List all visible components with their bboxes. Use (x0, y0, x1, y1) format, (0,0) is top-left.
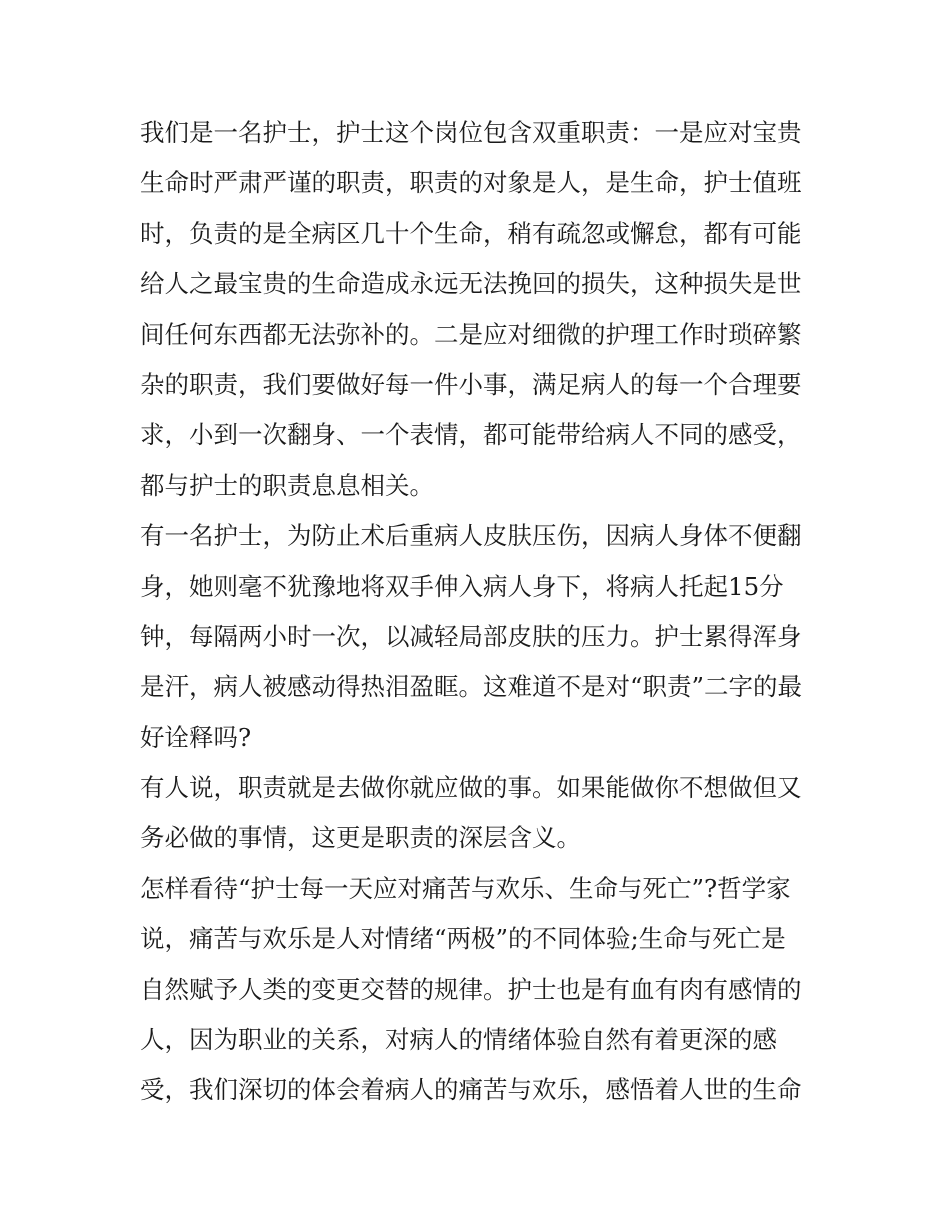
text-line: 说，痛苦与欢乐是人对情绪“两极”的不同体验;生命与死亡是 (140, 924, 786, 954)
text-line: 有一名护士，为防止术后重病人皮肤压伤，因病人身体不便翻 (140, 521, 802, 551)
text-line: 务必做的事情，这更是职责的深层含义。 (140, 823, 581, 853)
text-line: 身，她则毫不犹豫地将双手伸入病人身下，将病人托起15分 (140, 571, 784, 601)
text-line: 求，小到一次翻身、一个表情，都可能带给病人不同的感受， (140, 420, 802, 450)
text-line: 有人说，职责就是去做你就应做的事。如果能做你不想做但又 (140, 773, 802, 803)
text-line: 自然赋予人类的变更交替的规律。护士也是有血有肉有感情的 (140, 974, 802, 1004)
text-line: 钟，每隔两小时一次，以减轻局部皮肤的压力。护士累得浑身 (140, 621, 802, 651)
text-line: 我们是一名护士，护士这个岗位包含双重职责：一是应对宝贵 (140, 118, 802, 147)
text-line: 都与护士的职责息息相关。 (140, 470, 434, 500)
text-line: 好诠释吗? (140, 722, 252, 752)
text-line: 杂的职责，我们要做好每一件小事，满足病人的每一个合理要 (140, 369, 802, 399)
text-line: 生命时严肃严谨的职责，职责的对象是人，是生命，护士值班 (140, 168, 802, 198)
text-line: 给人之最宝贵的生命造成永远无法挽回的损失，这种损失是世 (140, 269, 802, 299)
text-line: 受，我们深切的体会着病人的痛苦与欢乐，感悟着人世的生命 (140, 1075, 802, 1105)
body-text (140, 108, 830, 1116)
text-line: 时，负责的是全病区几十个生命，稍有疏忽或懈怠，都有可能 (140, 218, 802, 248)
text-line: 间任何东西都无法弥补的。二是应对细微的护理工作时琐碎繁 (140, 319, 802, 349)
text-line: 是汗，病人被感动得热泪盈眶。这难道不是对“职责”二字的最 (140, 672, 803, 702)
text-line: 怎样看待“护士每一天应对痛苦与欢乐、生命与死亡”?哲学家 (140, 873, 791, 903)
text-line: 人，因为职业的关系，对病人的情绪体验自然有着更深的感 (140, 1025, 777, 1055)
